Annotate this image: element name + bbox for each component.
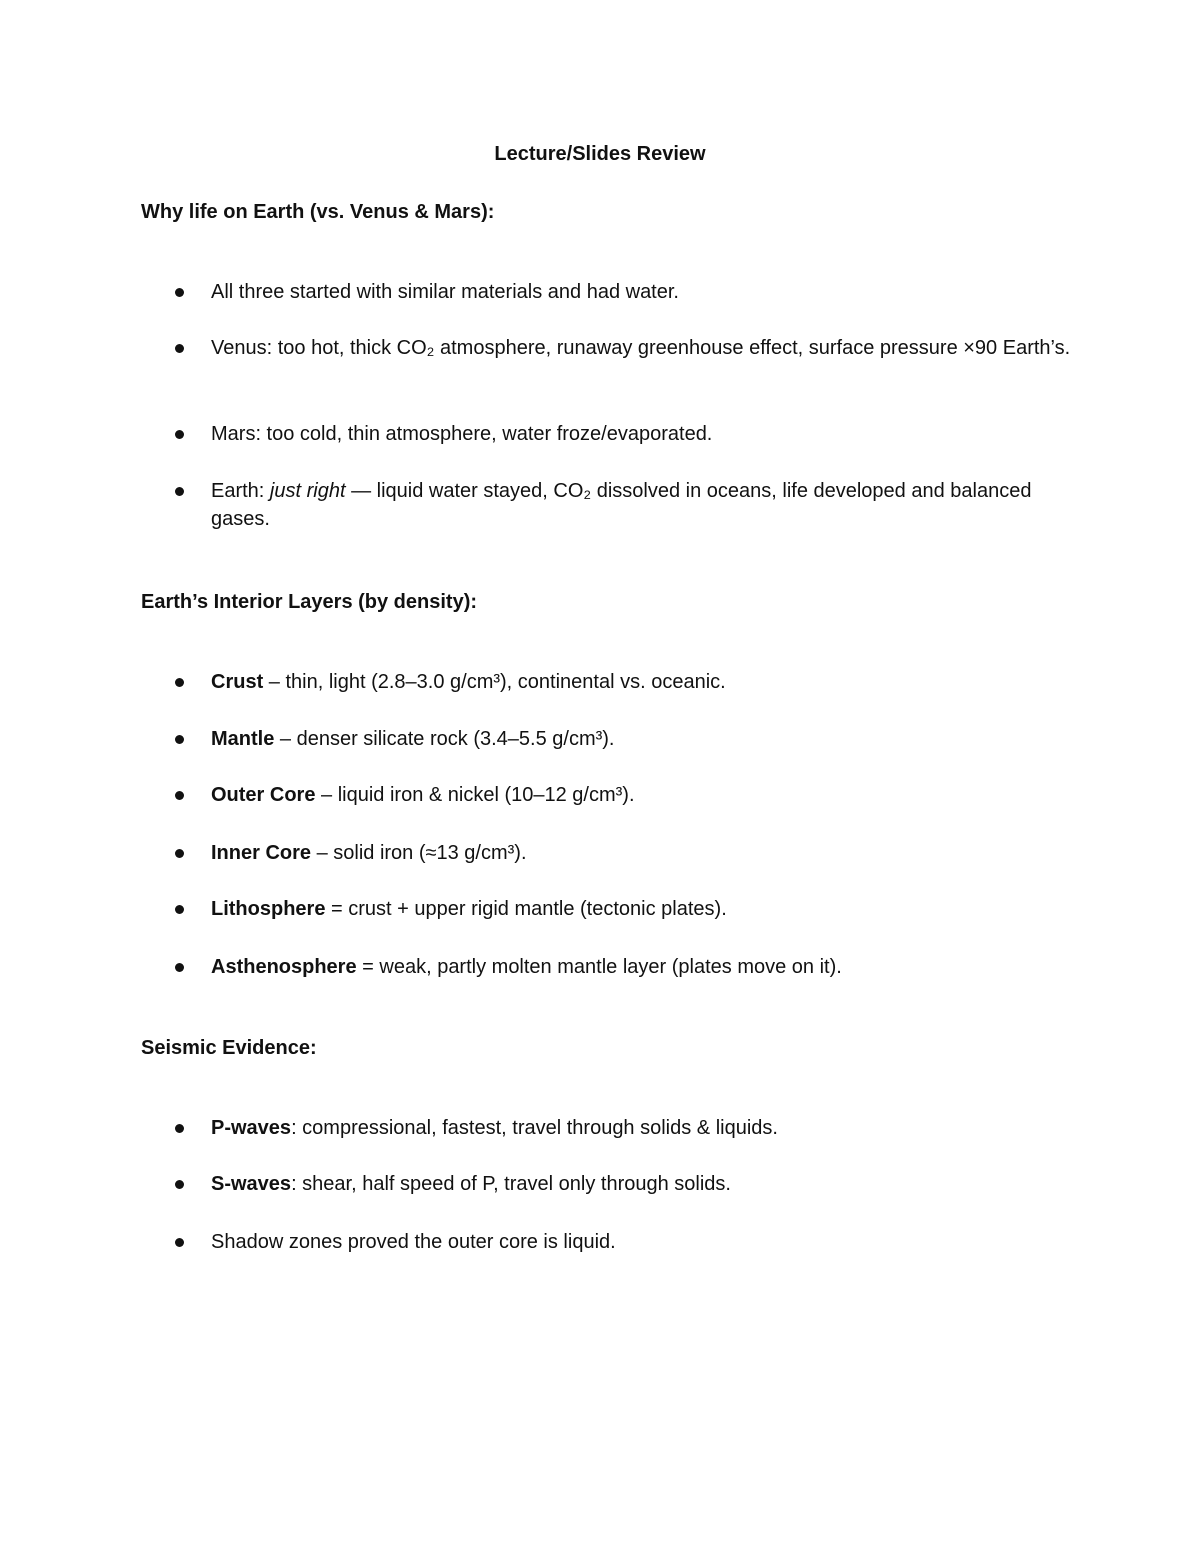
list-item — [211, 420, 1071, 448]
bullet-icon — [175, 963, 184, 972]
list-item-term: Inner Core — [211, 842, 312, 864]
list-item — [211, 477, 1071, 533]
bullet-icon — [175, 791, 184, 800]
bullet-icon — [175, 1124, 184, 1133]
section-heading-interior-layers: Earth’s Interior Layers (by density): — [141, 591, 478, 613]
list-item-text: — liquid water stayed, CO₂ dissolved in oceans, life developed and balanced gases. — [211, 480, 1032, 530]
list-item — [211, 278, 1071, 306]
list-item-term: Asthenosphere — [211, 956, 357, 978]
section-heading-life-on-earth: Why life on Earth (vs. Venus & Mars): — [141, 201, 495, 223]
list-item — [211, 1228, 1071, 1256]
list-item — [211, 334, 1071, 362]
list-item-term: Lithosphere — [211, 898, 326, 920]
list-item-term: P-waves — [211, 1117, 292, 1139]
bullet-icon — [175, 849, 184, 858]
list-item-text: – solid iron (≈13 g/cm³). — [311, 842, 527, 864]
list-item-text: : compressional, fastest, travel through solids & liquids. — [291, 1117, 778, 1139]
document-title: Lecture/Slides Review — [494, 143, 706, 165]
list-item-term: Mantle — [211, 728, 275, 750]
bullet-icon — [175, 678, 184, 687]
list-item-text: – liquid iron & nickel (10–12 g/cm³). — [315, 784, 635, 806]
list-item-text: – denser silicate rock (3.4–5.5 g/cm³). — [274, 728, 615, 750]
list-item-term: Crust — [211, 671, 264, 693]
bullet-icon — [175, 288, 184, 297]
list-item-text: Mars: too cold, thin atmosphere, water froze/evaporated. — [211, 423, 713, 445]
list-item-text: Venus: too hot, thick CO₂ atmosphere, runaway greenhouse effect, surface pressure ×90 Earth’s. — [211, 337, 1071, 359]
list-item-term: Outer Core — [211, 784, 316, 806]
list-item-text: = crust + upper rigid mantle (tectonic plates). — [325, 898, 727, 920]
list-item — [211, 668, 1071, 696]
section-heading-seismic-evidence: Seismic Evidence: — [141, 1037, 317, 1059]
list-item — [211, 839, 1071, 867]
bullet-icon — [175, 487, 184, 496]
list-item — [211, 1114, 1071, 1142]
list-item-term: S-waves — [211, 1173, 292, 1195]
bullet-icon — [175, 430, 184, 439]
list-item-text: All three started with similar materials and had water. — [211, 281, 679, 303]
list-item — [211, 781, 1071, 809]
bullet-icon — [175, 344, 184, 353]
list-item — [211, 725, 1071, 753]
list-item-text: = weak, partly molten mantle layer (plates move on it). — [356, 956, 842, 978]
list-item-text: : shear, half speed of P, travel only through solids. — [291, 1173, 731, 1195]
list-item — [211, 895, 1071, 923]
bullet-icon — [175, 1238, 184, 1247]
bullet-icon — [175, 1180, 184, 1189]
list-item — [211, 1170, 1071, 1198]
list-item-lead: Earth: — [211, 480, 270, 502]
list-item — [211, 953, 1071, 981]
list-item-emphasis: just right — [269, 480, 346, 502]
bullet-icon — [175, 905, 184, 914]
list-item-text: – thin, light (2.8–3.0 g/cm³), continental vs. oceanic. — [263, 671, 726, 693]
list-item-text: Shadow zones proved the outer core is liquid. — [211, 1231, 616, 1253]
bullet-icon — [175, 735, 184, 744]
